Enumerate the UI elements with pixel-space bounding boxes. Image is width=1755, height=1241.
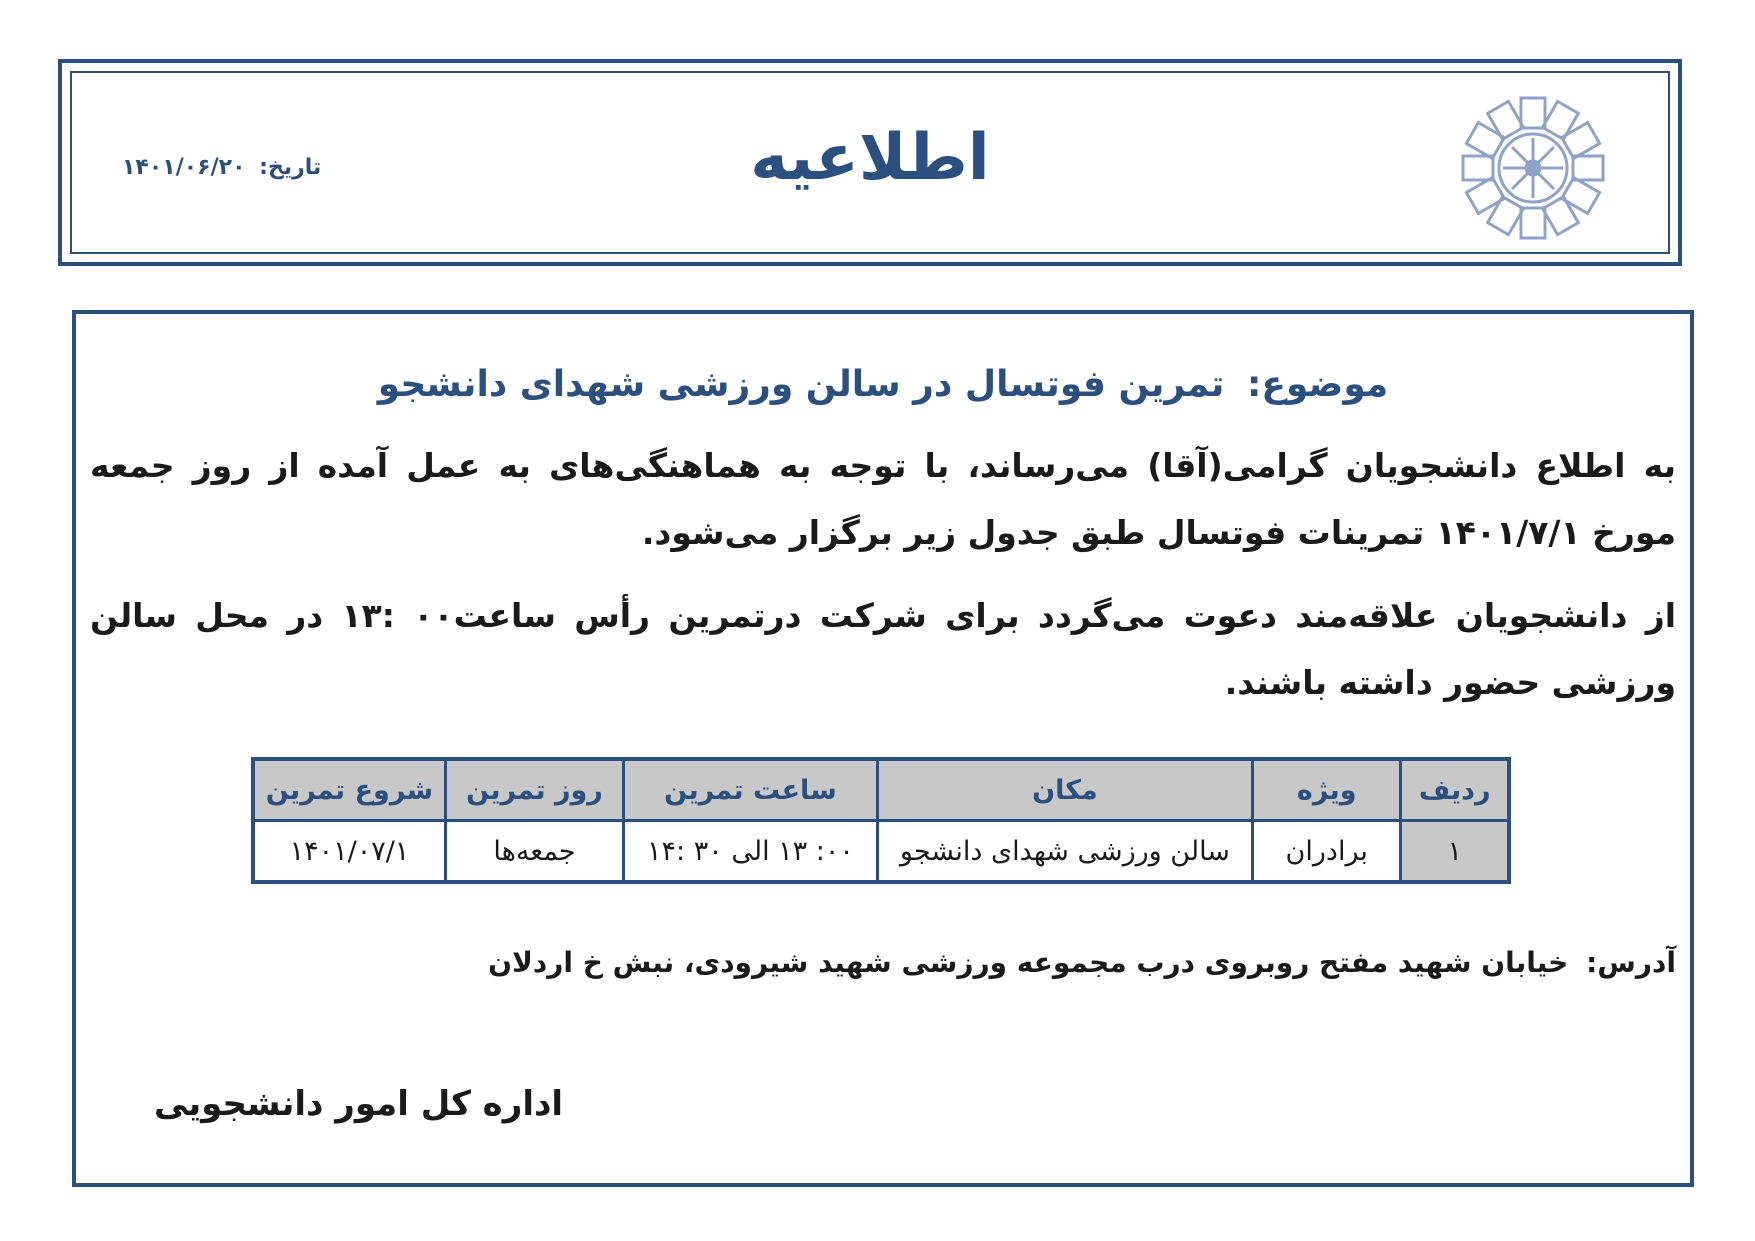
address-label: آدرس: <box>1586 946 1676 979</box>
announcement-paragraph-2: از دانشجویان علاقه‌مند دعوت می‌گردد برای شرکت درتمرین رأس ساعت۰۰ :۱۳ در محل سالن ورزشی حضور داشته باشند. <box>90 596 1677 702</box>
announcement-paragraph-1: به اطلاع دانشجویان گرامی(آقا) می‌رساند، با توجه به هماهنگی‌های به عمل آمده از روز جمعه مورخ ۱۴۰۱/۷/۱ تمرینات فوتسال طبق جدول زیر برگزار می‌شود. <box>90 446 1676 552</box>
table-row <box>253 821 1509 883</box>
notice-header <box>58 59 1682 266</box>
cell-type: برادران <box>1253 821 1401 883</box>
subject-label: موضوع: <box>1247 364 1389 405</box>
cell-place: سالن ورزشی شهدای دانشجو <box>877 821 1252 883</box>
address-text: خیابان شهید مفتح روبروی درب مجموعه ورزشی شهید شیرودی، نبش خ اردلان <box>488 946 1569 979</box>
cell-time: ۰۰: ۱۳ الی ۳۰ :۱۴ <box>624 821 878 883</box>
cell-row-number: ۱ <box>1401 821 1509 883</box>
header-cell-row: ردیف <box>1401 759 1509 821</box>
subject-text: تمرین فوتسال در سالن ورزشی شهدای دانشجو <box>377 364 1225 405</box>
header-cell-type: ویژه <box>1253 759 1401 821</box>
date-label: تاریخ: <box>259 155 322 180</box>
header-cell-place: مکان <box>877 759 1252 821</box>
notice-header-inner-frame <box>70 71 1670 254</box>
subject-line <box>76 364 1690 405</box>
cell-start: ۱۴۰۱/۰۷/۱ <box>253 821 445 883</box>
header-cell-day: روز تمرین <box>445 759 623 821</box>
header-cell-time: ساعت تمرین <box>624 759 878 821</box>
address-line <box>488 946 1676 979</box>
schedule-table <box>251 757 1511 884</box>
date-value: ۱۴۰۱/۰۶/۲۰ <box>122 155 246 180</box>
header-cell-start: شروع تمرین <box>253 759 445 821</box>
page-title: اطلاعیه <box>750 121 990 195</box>
schedule-header-row <box>253 759 1509 821</box>
cell-day: جمعه‌ها <box>445 821 623 883</box>
date-line <box>122 155 321 180</box>
signature: اداره کل امور دانشجویی <box>154 1084 564 1124</box>
notice-body <box>72 310 1694 1187</box>
